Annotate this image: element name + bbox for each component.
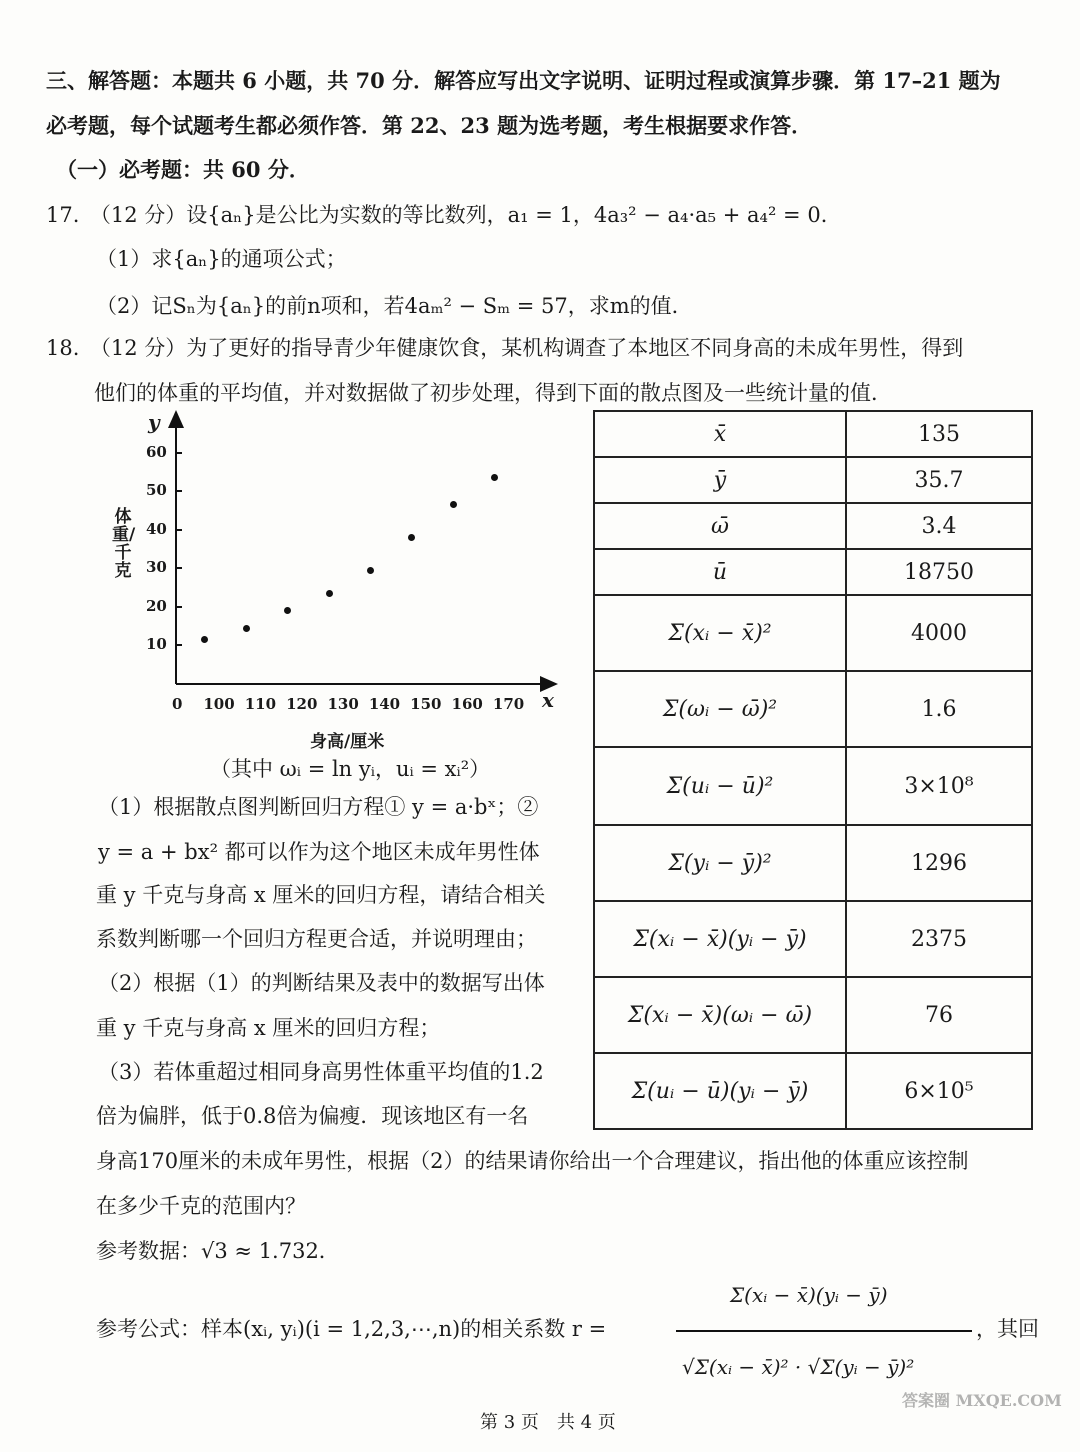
table-symbol: ȳ	[594, 457, 846, 503]
q18-stem-2: 他们的体重的平均值，并对数据做了初步处理，得到下面的散点图及一些统计量的值．	[94, 381, 892, 405]
table-value: 3.4	[846, 503, 1032, 549]
table-value: 1296	[846, 825, 1032, 901]
table-row	[594, 747, 1032, 825]
table-symbol: Σ(ωᵢ − ω̄)²	[594, 671, 846, 747]
q18-part3-a: （3）若体重超过相同身高男性体重平均值的1.2	[98, 1060, 544, 1084]
table-symbol: Σ(uᵢ − ū)(yᵢ − ȳ)	[594, 1053, 846, 1129]
x-tick-label: 140	[368, 695, 401, 713]
y-tick-label: 50	[146, 481, 167, 500]
x-tick-label: 150	[410, 695, 442, 713]
x-axis-name: x	[542, 688, 554, 712]
y-tick-label: 10	[146, 635, 167, 654]
table-row	[594, 901, 1032, 977]
q18-part1-d: 系数判断哪一个回归方程更合适，并说明理由；	[96, 927, 537, 951]
table-row	[594, 503, 1032, 549]
x-tick-label: 100	[203, 695, 235, 713]
table-row	[594, 457, 1032, 503]
table-symbol: ū	[594, 549, 846, 595]
x-tick-label: 120	[286, 695, 318, 713]
chart-caption: （其中 ωᵢ = ln yᵢ，uᵢ = xᵢ²）	[210, 757, 491, 781]
section-title-1: 三、解答题：本题共 6 小题，共 70 分．解答应写出文字说明、证明过程或演算步骤．第 17–21 题为	[46, 68, 1001, 93]
table-value: 6×10⁵	[846, 1053, 1032, 1129]
reference-data: 参考数据：√3 ≈ 1.732．	[96, 1239, 340, 1263]
table-value: 76	[846, 977, 1032, 1053]
table-row	[594, 977, 1032, 1053]
table-symbol: Σ(xᵢ − x̄)(ωᵢ − ω̄)	[594, 977, 846, 1053]
x-tick-label: 110	[244, 695, 277, 713]
formula-numerator: Σ(xᵢ − x̄)(yᵢ − ȳ)	[730, 1283, 888, 1307]
table-row	[594, 825, 1032, 901]
q18-part1-b: y = a + bx² 都可以作为这个地区未成年男性体	[98, 840, 540, 864]
q18-stem-1: 18. （12 分）为了更好的指导青少年健康饮食，某机构调查了本地区不同身高的未成年男性，得到	[46, 336, 964, 360]
formula-denominator: √Σ(xᵢ − x̄)² · √Σ(yᵢ − ȳ)²	[682, 1355, 915, 1379]
q17-stem: 17. （12 分）设{aₙ}是公比为实数的等比数列，a₁ = 1，4a₃² − a₄·a₅ + a₄² = 0．	[46, 203, 842, 227]
table-symbol: Σ(yᵢ − ȳ)²	[594, 825, 846, 901]
q17-part2: （2）记Sₙ为{aₙ}的前n项和，若4aₘ² − Sₘ = 57，求m的值．	[96, 294, 693, 318]
table-symbol: x̄	[594, 411, 846, 457]
scatter-chart	[100, 410, 570, 760]
x-tick-label: 130	[327, 695, 359, 713]
x-tick-label: 170	[492, 695, 525, 713]
q18-part3-d: 在多少千克的范围内？	[96, 1194, 306, 1218]
origin-label: 0	[172, 695, 183, 713]
scatter-point	[326, 590, 333, 597]
table-value: 135	[846, 411, 1032, 457]
y-tick-mark	[176, 490, 182, 492]
table-value: 1.6	[846, 671, 1032, 747]
table-value: 4000	[846, 595, 1032, 671]
table-row	[594, 411, 1032, 457]
table-value: 35.7	[846, 457, 1032, 503]
q18-part3-b: 倍为偏胖，低于0.8倍为偏瘦．现该地区有一名	[96, 1104, 529, 1128]
y-tick-mark	[176, 644, 182, 646]
x-tick-label: 160	[451, 695, 483, 713]
q17-part1: （1）求{aₙ}的通项公式；	[96, 247, 347, 271]
table-symbol: Σ(xᵢ − x̄)²	[594, 595, 846, 671]
y-tick-label: 60	[146, 442, 167, 461]
table-row	[594, 549, 1032, 595]
reference-formula-suffix: ，其回	[976, 1317, 1039, 1341]
table-row	[594, 595, 1032, 671]
reference-formula-prefix: 参考公式：样本(xᵢ, yᵢ)(i = 1,2,3,⋯,n)的相关系数 r =	[96, 1317, 607, 1341]
table-row	[594, 671, 1032, 747]
q18-part3-c: 身高170厘米的未成年男性，根据（2）的结果请你给出一个合理建议，指出他的体重应该控制	[96, 1149, 969, 1173]
table-symbol: Σ(uᵢ − ū)²	[594, 747, 846, 825]
section-title-2: 必考题，每个试题考生都必须作答．第 22、23 题为选考题，考生根据要求作答．	[46, 113, 813, 138]
statistics-table	[593, 410, 1033, 1130]
subsection-title: （一）必考题：共 60 分．	[56, 157, 310, 182]
table-symbol: ω̄	[594, 503, 846, 549]
q18-part1-c: 重 y 千克与身高 x 厘米的回归方程，请结合相关	[96, 883, 546, 907]
y-axis-name: y	[148, 410, 160, 434]
table-value: 3×10⁸	[846, 747, 1032, 825]
y-tick-label: 20	[146, 596, 167, 615]
fraction-bar	[676, 1330, 972, 1332]
y-tick-mark	[176, 452, 182, 454]
q18-part2-b: 重 y 千克与身高 x 厘米的回归方程；	[96, 1016, 441, 1040]
y-tick-mark	[176, 567, 182, 569]
y-tick-mark	[176, 606, 182, 608]
scatter-point	[450, 501, 457, 508]
scatter-point	[367, 567, 374, 574]
table-symbol: Σ(xᵢ − x̄)(yᵢ − ȳ)	[594, 901, 846, 977]
q18-part2-a: （2）根据（1）的判断结果及表中的数据写出体	[98, 971, 545, 995]
scatter-point	[243, 625, 250, 632]
table-value: 18750	[846, 549, 1032, 595]
y-tick-label: 30	[146, 558, 167, 577]
table-row	[594, 1053, 1032, 1129]
x-axis-label: 身高/厘米	[310, 732, 385, 752]
y-axis-label: 体重/千克	[112, 507, 136, 581]
watermark: 答案圈 MXQE.COM	[902, 1391, 1062, 1410]
y-tick-label: 40	[146, 519, 167, 538]
q18-part1-a: （1）根据散点图判断回归方程① y = a·bˣ；②	[98, 795, 539, 819]
y-tick-mark	[176, 529, 182, 531]
page-footer: 第 3 页 共 4 页	[480, 1412, 616, 1433]
table-value: 2375	[846, 901, 1032, 977]
